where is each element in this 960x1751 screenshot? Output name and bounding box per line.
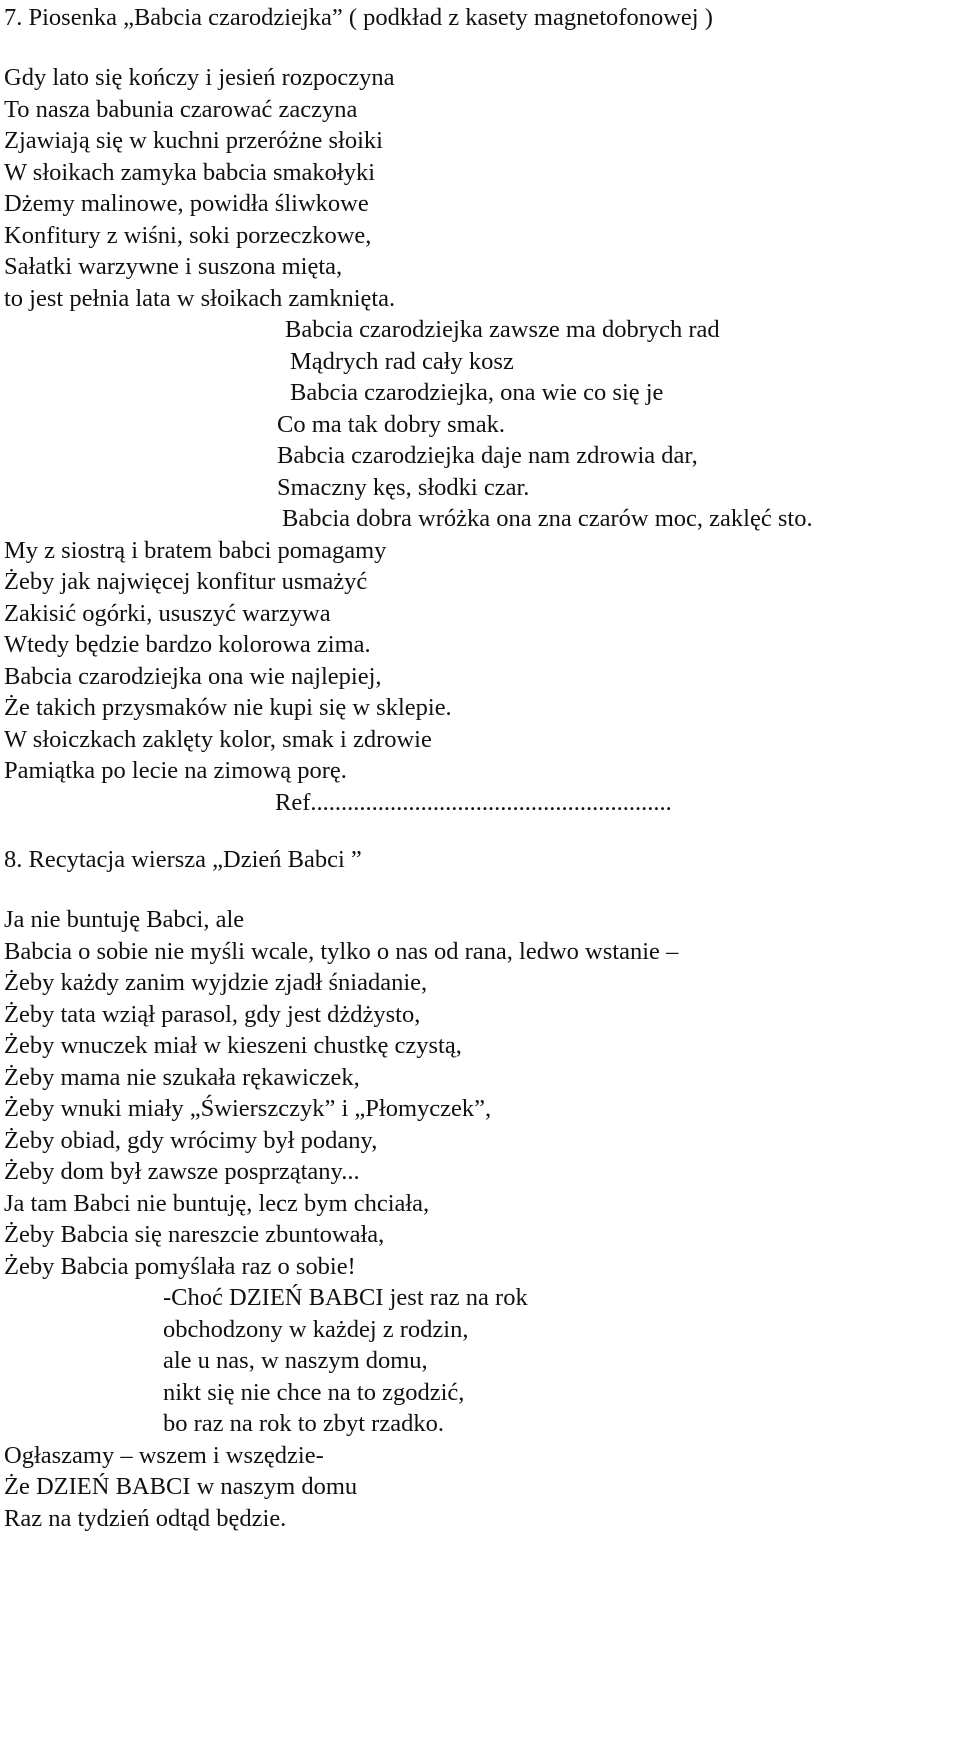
- verse-line: W słoikach zamyka babcia smakołyki: [4, 159, 376, 186]
- aside-line: -Choć DZIEŃ BABCI jest raz na rok: [163, 1284, 528, 1311]
- verse-line: Pamiątka po lecie na zimową porę.: [4, 757, 347, 784]
- poem-line: Ja tam Babci nie buntuję, lecz bym chciała,: [4, 1190, 430, 1217]
- verse-line: Zjawiają się w kuchni przeróżne słoiki: [4, 127, 383, 154]
- refrain-line: Smaczny kęs, słodki czar.: [277, 474, 530, 501]
- refrain-marker: Ref...........................................................: [275, 789, 672, 816]
- verse-line: To nasza babunia czarować zaczyna: [4, 96, 358, 123]
- refrain-line: Babcia czarodziejka daje nam zdrowia dar,: [277, 442, 698, 469]
- poem-line: Żeby wnuki miały „Świerszczyk” i „Płomyczek”,: [4, 1095, 492, 1122]
- verse-line: to jest pełnia lata w słoikach zamknięta.: [4, 285, 396, 312]
- verse-line: Dżemy malinowe, powidła śliwkowe: [4, 190, 369, 217]
- section-7-heading: 7. Piosenka „Babcia czarodziejka” ( podkład z kasety magnetofonowej ): [4, 4, 713, 31]
- poem-line: Żeby każdy zanim wyjdzie zjadł śniadanie,: [4, 969, 428, 996]
- refrain-line: Babcia dobra wróżka ona zna czarów moc, zaklęć sto.: [282, 505, 813, 532]
- refrain-line: Babcia czarodziejka, ona wie co się je: [290, 379, 664, 406]
- verse-line: Żeby jak najwięcej konfitur usmażyć: [4, 568, 368, 595]
- poem-line: Ja nie buntuję Babci, ale: [4, 906, 245, 933]
- poem-line: Żeby mama nie szukała rękawiczek,: [4, 1064, 360, 1091]
- poem-line: Żeby obiad, gdy wrócimy był podany,: [4, 1127, 378, 1154]
- verse-line: Zakisić ogórki, ususzyć warzywa: [4, 600, 331, 627]
- poem-line: Żeby Babcia pomyślała raz o sobie!: [4, 1253, 356, 1280]
- closing-line: Raz na tydzień odtąd będzie.: [4, 1505, 287, 1532]
- poem-line: Żeby wnuczek miał w kieszeni chustkę czystą,: [4, 1032, 462, 1059]
- poem-line: Żeby dom był zawsze posprzątany...: [4, 1158, 360, 1185]
- refrain-line: Babcia czarodziejka zawsze ma dobrych rad: [285, 316, 720, 343]
- closing-line: Że DZIEŃ BABCI w naszym domu: [4, 1473, 358, 1500]
- refrain-line: Mądrych rad cały kosz: [290, 348, 514, 375]
- closing-line: Ogłaszamy – wszem i wszędzie-: [4, 1442, 324, 1469]
- poem-line: Babcia o sobie nie myśli wcale, tylko o nas od rana, ledwo wstanie –: [4, 938, 679, 965]
- refrain-line: Co ma tak dobry smak.: [277, 411, 505, 438]
- poem-line: Żeby Babcia się nareszcie zbuntowała,: [4, 1221, 385, 1248]
- poem-line: Żeby tata wziął parasol, gdy jest dżdżysto,: [4, 1001, 421, 1028]
- verse-line: W słoiczkach zaklęty kolor, smak i zdrowie: [4, 726, 432, 753]
- verse-line: Gdy lato się kończy i jesień rozpoczyna: [4, 64, 395, 91]
- aside-line: nikt się nie chce na to zgodzić,: [163, 1379, 465, 1406]
- verse-line: Że takich przysmaków nie kupi się w sklepie.: [4, 694, 452, 721]
- aside-line: bo raz na rok to zbyt rzadko.: [163, 1410, 444, 1437]
- verse-line: Sałatki warzywne i suszona mięta,: [4, 253, 343, 280]
- aside-line: obchodzony w każdej z rodzin,: [163, 1316, 469, 1343]
- aside-line: ale u nas, w naszym domu,: [163, 1347, 428, 1374]
- verse-line: My z siostrą i bratem babci pomagamy: [4, 537, 387, 564]
- verse-line: Wtedy będzie bardzo kolorowa zima.: [4, 631, 371, 658]
- section-8-heading: 8. Recytacja wiersza „Dzień Babci ”: [4, 846, 362, 873]
- verse-line: Babcia czarodziejka ona wie najlepiej,: [4, 663, 382, 690]
- verse-line: Konfitury z wiśni, soki porzeczkowe,: [4, 222, 372, 249]
